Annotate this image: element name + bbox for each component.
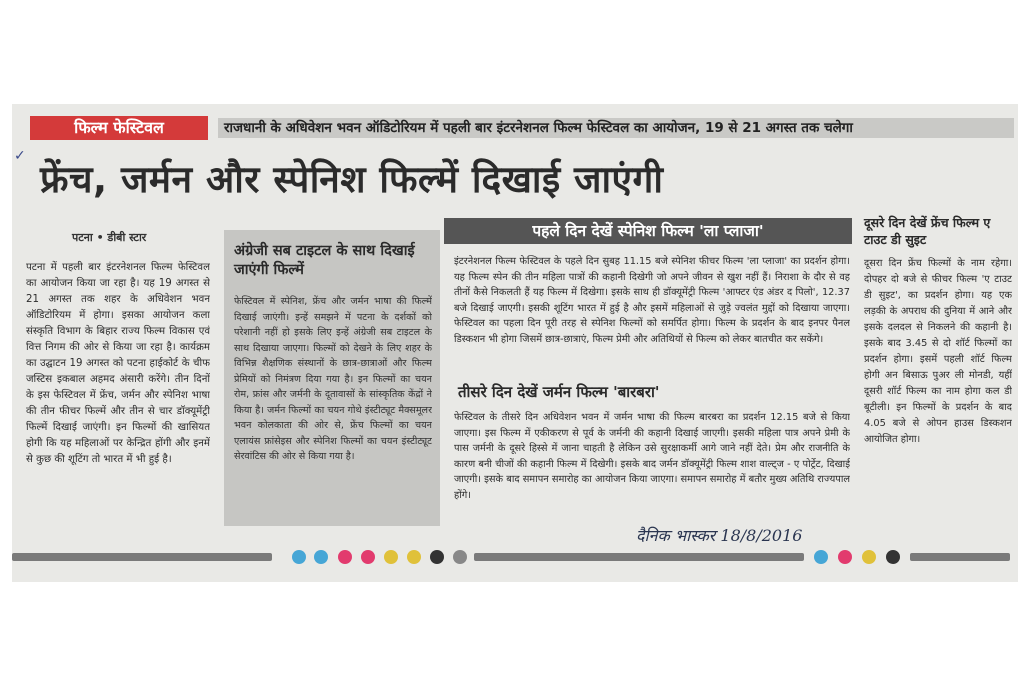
register-dot [384, 550, 398, 564]
day1-heading: पहले दिन देखें स्पेनिश फिल्म 'ला प्लाजा' [444, 218, 852, 244]
day2-text: दूसरा दिन फ्रेंच फिल्मों के नाम रहेगा। दोपहर दो बजे से फीचर फिल्म 'ए टाउट डी सुइट', का प्रदर्शन होगा। यह एक लड़की के अपराध की दुनिया में आने और इसके दलदल से निकलने की कहानी है। इसके बाद 3.45 से दो शॉर्ट फिल्मों का प्रदर्शन होगा। इसमें पहली शॉर्ट फिल्म होगी अन बिसाऊ पुअर ली मोनडी, यहीं दूसरी शॉर्ट फिल्म का नाम होगा कल डी बूटीली। इन फिल्मों के प्रदर्शन के बाद 4.05 बजे से ओपन हाउस डिस्कशन आयोजित होगा। [864, 258, 1012, 445]
register-dot [862, 550, 876, 564]
register-dot [407, 550, 421, 564]
register-bar [910, 553, 1010, 561]
day2-heading: दूसरे दिन देखें फ्रेंच फिल्म ए टाउट डी सुइट [864, 215, 991, 247]
day1-text: इंटरनेशनल फिल्म फेस्टिवल के पहले दिन सुबह 11.15 बजे स्पेनिश फीचर फिल्म 'ला प्लाजा' का प्रदर्शन होगा। यह फिल्म स्पेन की तीन महिला पात्रों की कहानी दिखेगी जो अपने जीवन से खुश नहीं हैं। निराशा के दौर से वह तीनों कैसे निकलती हैं यह फिल्म में दिखेगा। इसके साथ ही डॉक्यूमेंट्री फिल्म 'आफ्टर एंड अंडर द पिलो', 12.37 बजे दिखाई जाएगी। इसकी शूटिंग भारत में हुई है और इसमें महिलाओं से जुड़े ज्वलंत मुद्दों को दिखाया जाएगा। फेस्टिवल का पहला दिन पूरी तरह से स्पेनिश फिल्मों को समर्पित होगा। फिल्म के प्रदर्शन के बाद इनपर पैनल डिस्कशन भी होगा जिसमें छात्र-छात्राएं, फिल्म प्रेमी और अतिथियों से फिल्म को लेकर बातचीत कर सकेंगे। [454, 256, 850, 345]
subheadline: राजधानी के अधिवेशन भवन ऑडिटोरियम में पहली बार इंटरनेशनल फिल्म फेस्टिवल का आयोजन, 19 से 21 अगस्त तक चलेगा [218, 118, 1014, 138]
newspaper-clipping [12, 104, 1018, 582]
handwritten-note: दैनिक भास्कर 18/8/2016 [636, 526, 803, 545]
register-dot [292, 550, 306, 564]
register-dot [361, 550, 375, 564]
section-tag: फिल्म फेस्टिवल [30, 116, 208, 140]
day3-heading: तीसरे दिन देखें जर्मन फिल्म 'बारबरा' [458, 383, 660, 401]
byline: पटना • डीबी स्टार [72, 231, 147, 244]
print-register-strip [12, 550, 1018, 564]
intro-column: पटना में पहली बार इंटरनेशनल फिल्म फेस्टिवल का आयोजन किया जा रहा है। यह 19 अगस्त से 21 अगस्त तक शहर के अधिवेशन भवन ऑडिटोरियम में होगा। इसका आयोजन कला संस्कृति विभाग के बिहार राज्य फिल्म विकास एवं वित्त निगम की ओर से किया जा रहा है। कार्यक्रम का उद्घाटन 19 अगस्त को पटना हाईकोर्ट के चीफ जस्टिस इकबाल अहमद अंसारी करेंगे। तीन दिनों के इस फेस्टिवल में फ्रेंच, जर्मन और स्पेनिश भाषा की तीन फीचर फिल्में और तीन से चार डॉक्यूमेंट्री फिल्में दिखाई जाएंगी। इन फिल्मों की खासियत होगी कि यह महिलाओं पर केन्द्रित होंगी और इनमें से कुछ की शूटिंग तो भारत में भी हुई है। [26, 262, 210, 465]
subtitle-box-text: फेस्टिवल में स्पेनिश, फ्रेंच और जर्मन भाषा की फिल्में दिखाई जाएंगी। इन्हें समझने में पटना के दर्शकों को परेशानी नहीं हो इसके लिए इन्हें अंग्रेजी सब टाइटल के साथ दिखाया जाएगा। फिल्मों को देखने के लिए शहर के विभिन्न शैक्षणिक संस्थानों के छात्र-छात्राओं और फिल्म प्रेमियों को निमंत्रण दिया गया है। इन फिल्मों का चयन रोम, फ्रांस और जर्मनी के दूतावासों के सांस्कृतिक केंद्रों ने किया है। जर्मन फिल्मों का चयन गोथे इंस्टीट्यूट मैक्समूलर भवन कोलकाता की ओर से, फ्रेंच फिल्मों का चयन एलायंस फ्रांसेइस और स्पेनिश फिल्मों का चयन इंस्टीट्यूट सेरवांटिस की ओर से किया गया है। [234, 296, 432, 462]
register-dot [838, 550, 852, 564]
register-dot [453, 550, 467, 564]
tick-mark-icon: ✓ [14, 148, 26, 164]
register-dot [430, 550, 444, 564]
register-dot [814, 550, 828, 564]
section-header [24, 116, 1004, 140]
register-bar [474, 553, 804, 561]
register-dot [886, 550, 900, 564]
subtitle-box-heading: अंग्रेजी सब टाइटल के साथ दिखाई जाएंगी फिल्में [234, 243, 415, 278]
register-dot [338, 550, 352, 564]
register-dot [314, 550, 328, 564]
day3-text: फेस्टिवल के तीसरे दिन अधिवेशन भवन में जर्मन भाषा की फिल्म बारबरा का प्रदर्शन 12.15 बजे से किया जाएगा। इस फिल्म में एकीकरण से पूर्व के जर्मनी की कहानी दिखाई जाएगी। इसकी महिला पात्र अपने प्रेमी के पास जर्मनी के दूसरे हिस्से में जाना चाहती है लेकिन उसे सुरक्षाकर्मी आगे जाने नहीं देते। प्रेम और राजनीति के कारण बनी चीजों की कहानी फिल्म में दिखेगी। इसके बाद जर्मन डॉक्यूमेंट्री फिल्म शाश वाल्ट्ज - ए पोर्ट्रेट, दिखाई जाएगी। इसके बाद समापन समारोह का आयोजन किया जाएगा। समापन समारोह में बतौर मुख्य अतिथि राज्यपाल होंगे। [454, 412, 850, 501]
register-bar [12, 553, 272, 561]
main-headline: फ्रेंच, जर्मन और स्पेनिश फिल्में दिखाई जाएंगी [40, 158, 664, 201]
subtitle-box [224, 230, 440, 526]
